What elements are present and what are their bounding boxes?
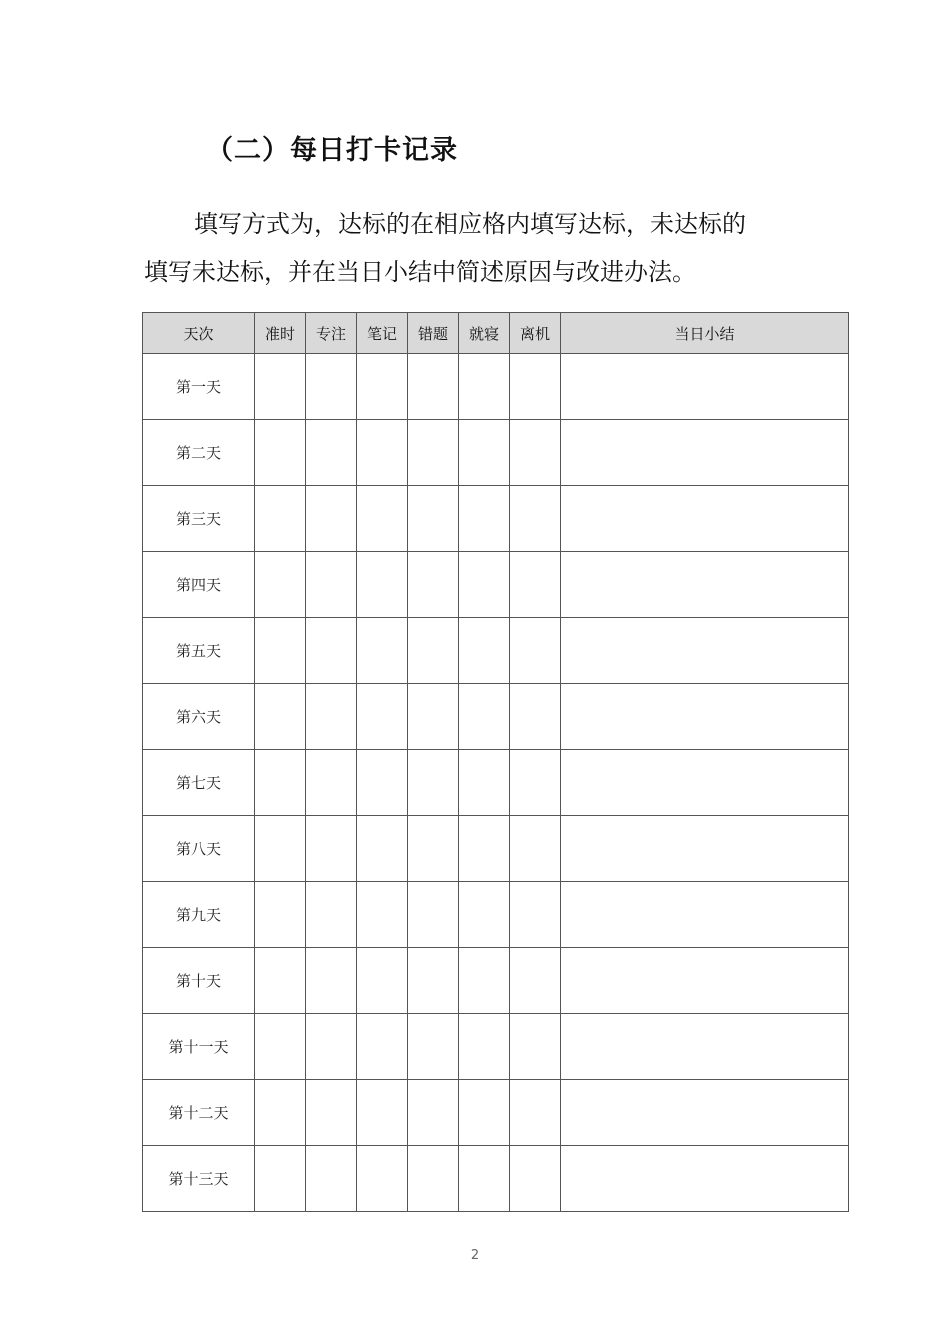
punctual-cell[interactable]	[255, 816, 306, 882]
summary-cell[interactable]	[561, 1146, 849, 1212]
sleep-cell[interactable]	[459, 552, 510, 618]
focus-cell[interactable]	[306, 354, 357, 420]
focus-cell[interactable]	[306, 750, 357, 816]
day-label: 第十天	[143, 948, 255, 1014]
punctual-cell[interactable]	[255, 420, 306, 486]
sleep-cell[interactable]	[459, 882, 510, 948]
summary-cell[interactable]	[561, 750, 849, 816]
day-label: 第八天	[143, 816, 255, 882]
punctual-cell[interactable]	[255, 486, 306, 552]
focus-cell[interactable]	[306, 552, 357, 618]
sleep-cell[interactable]	[459, 684, 510, 750]
offline-cell[interactable]	[510, 1080, 561, 1146]
table-row	[143, 882, 849, 948]
table-row	[143, 750, 849, 816]
mistakes-cell[interactable]	[408, 486, 459, 552]
table-row	[143, 1014, 849, 1080]
mistakes-cell[interactable]	[408, 750, 459, 816]
daily-checkin-table	[142, 312, 849, 1212]
table-row	[143, 552, 849, 618]
table-header-row	[143, 313, 849, 354]
header-day: 天次	[143, 313, 255, 354]
mistakes-cell[interactable]	[408, 1014, 459, 1080]
day-label: 第十三天	[143, 1146, 255, 1212]
offline-cell[interactable]	[510, 420, 561, 486]
sleep-cell[interactable]	[459, 420, 510, 486]
punctual-cell[interactable]	[255, 618, 306, 684]
table-row	[143, 486, 849, 552]
focus-cell[interactable]	[306, 882, 357, 948]
table-row	[143, 618, 849, 684]
punctual-cell[interactable]	[255, 354, 306, 420]
focus-cell[interactable]	[306, 1146, 357, 1212]
summary-cell[interactable]	[561, 684, 849, 750]
header-summary: 当日小结	[561, 313, 849, 354]
day-label: 第十二天	[143, 1080, 255, 1146]
punctual-cell[interactable]	[255, 552, 306, 618]
offline-cell[interactable]	[510, 684, 561, 750]
mistakes-cell[interactable]	[408, 354, 459, 420]
header-sleep: 就寝	[459, 313, 510, 354]
notes-cell[interactable]	[357, 750, 408, 816]
table-row	[143, 816, 849, 882]
notes-cell[interactable]	[357, 1080, 408, 1146]
summary-cell[interactable]	[561, 1080, 849, 1146]
instructions-line-1: 填写方式为，达标的在相应格内填写达标，未达标的	[194, 210, 746, 238]
notes-cell[interactable]	[357, 684, 408, 750]
mistakes-cell[interactable]	[408, 816, 459, 882]
offline-cell[interactable]	[510, 816, 561, 882]
summary-cell[interactable]	[561, 486, 849, 552]
day-label: 第三天	[143, 486, 255, 552]
sleep-cell[interactable]	[459, 1080, 510, 1146]
day-label: 第四天	[143, 552, 255, 618]
sleep-cell[interactable]	[459, 1014, 510, 1080]
instructions-paragraph	[144, 200, 804, 296]
sleep-cell[interactable]	[459, 618, 510, 684]
summary-cell[interactable]	[561, 1014, 849, 1080]
day-label: 第七天	[143, 750, 255, 816]
summary-cell[interactable]	[561, 354, 849, 420]
punctual-cell[interactable]	[255, 1146, 306, 1212]
day-label: 第九天	[143, 882, 255, 948]
notes-cell[interactable]	[357, 420, 408, 486]
sleep-cell[interactable]	[459, 486, 510, 552]
day-label: 第六天	[143, 684, 255, 750]
instructions-line-2: 填写未达标，并在当日小结中简述原因与改进办法。	[144, 258, 696, 286]
day-label: 第五天	[143, 618, 255, 684]
notes-cell[interactable]	[357, 618, 408, 684]
mistakes-cell[interactable]	[408, 1080, 459, 1146]
punctual-cell[interactable]	[255, 1080, 306, 1146]
header-mistakes: 错题	[408, 313, 459, 354]
header-notes: 笔记	[357, 313, 408, 354]
offline-cell[interactable]	[510, 618, 561, 684]
table-row	[143, 420, 849, 486]
notes-cell[interactable]	[357, 354, 408, 420]
mistakes-cell[interactable]	[408, 1146, 459, 1212]
summary-cell[interactable]	[561, 618, 849, 684]
notes-cell[interactable]	[357, 1014, 408, 1080]
focus-cell[interactable]	[306, 816, 357, 882]
header-punctual: 准时	[255, 313, 306, 354]
notes-cell[interactable]	[357, 882, 408, 948]
punctual-cell[interactable]	[255, 1014, 306, 1080]
focus-cell[interactable]	[306, 1080, 357, 1146]
table-row	[143, 1080, 849, 1146]
punctual-cell[interactable]	[255, 948, 306, 1014]
mistakes-cell[interactable]	[408, 618, 459, 684]
sleep-cell[interactable]	[459, 354, 510, 420]
punctual-cell[interactable]	[255, 684, 306, 750]
notes-cell[interactable]	[357, 1146, 408, 1212]
focus-cell[interactable]	[306, 486, 357, 552]
table-row	[143, 684, 849, 750]
offline-cell[interactable]	[510, 552, 561, 618]
summary-cell[interactable]	[561, 420, 849, 486]
offline-cell[interactable]	[510, 354, 561, 420]
summary-cell[interactable]	[561, 552, 849, 618]
page-number: 2	[470, 1248, 480, 1263]
notes-cell[interactable]	[357, 552, 408, 618]
punctual-cell[interactable]	[255, 750, 306, 816]
sleep-cell[interactable]	[459, 816, 510, 882]
notes-cell[interactable]	[357, 486, 408, 552]
mistakes-cell[interactable]	[408, 552, 459, 618]
focus-cell[interactable]	[306, 948, 357, 1014]
day-label: 第十一天	[143, 1014, 255, 1080]
mistakes-cell[interactable]	[408, 948, 459, 1014]
offline-cell[interactable]	[510, 1146, 561, 1212]
sleep-cell[interactable]	[459, 750, 510, 816]
table-row	[143, 354, 849, 420]
sleep-cell[interactable]	[459, 1146, 510, 1212]
day-label: 第一天	[143, 354, 255, 420]
offline-cell[interactable]	[510, 948, 561, 1014]
table-row	[143, 1146, 849, 1212]
mistakes-cell[interactable]	[408, 420, 459, 486]
summary-cell[interactable]	[561, 882, 849, 948]
mistakes-cell[interactable]	[408, 684, 459, 750]
mistakes-cell[interactable]	[408, 882, 459, 948]
focus-cell[interactable]	[306, 684, 357, 750]
focus-cell[interactable]	[306, 618, 357, 684]
offline-cell[interactable]	[510, 750, 561, 816]
punctual-cell[interactable]	[255, 882, 306, 948]
section-title: （二）每日打卡记录	[206, 135, 458, 166]
summary-cell[interactable]	[561, 816, 849, 882]
focus-cell[interactable]	[306, 420, 357, 486]
notes-cell[interactable]	[357, 948, 408, 1014]
offline-cell[interactable]	[510, 882, 561, 948]
sleep-cell[interactable]	[459, 948, 510, 1014]
notes-cell[interactable]	[357, 816, 408, 882]
table-row	[143, 948, 849, 1014]
offline-cell[interactable]	[510, 1014, 561, 1080]
offline-cell[interactable]	[510, 486, 561, 552]
summary-cell[interactable]	[561, 948, 849, 1014]
day-label: 第二天	[143, 420, 255, 486]
focus-cell[interactable]	[306, 1014, 357, 1080]
header-offline: 离机	[510, 313, 561, 354]
header-focus: 专注	[306, 313, 357, 354]
